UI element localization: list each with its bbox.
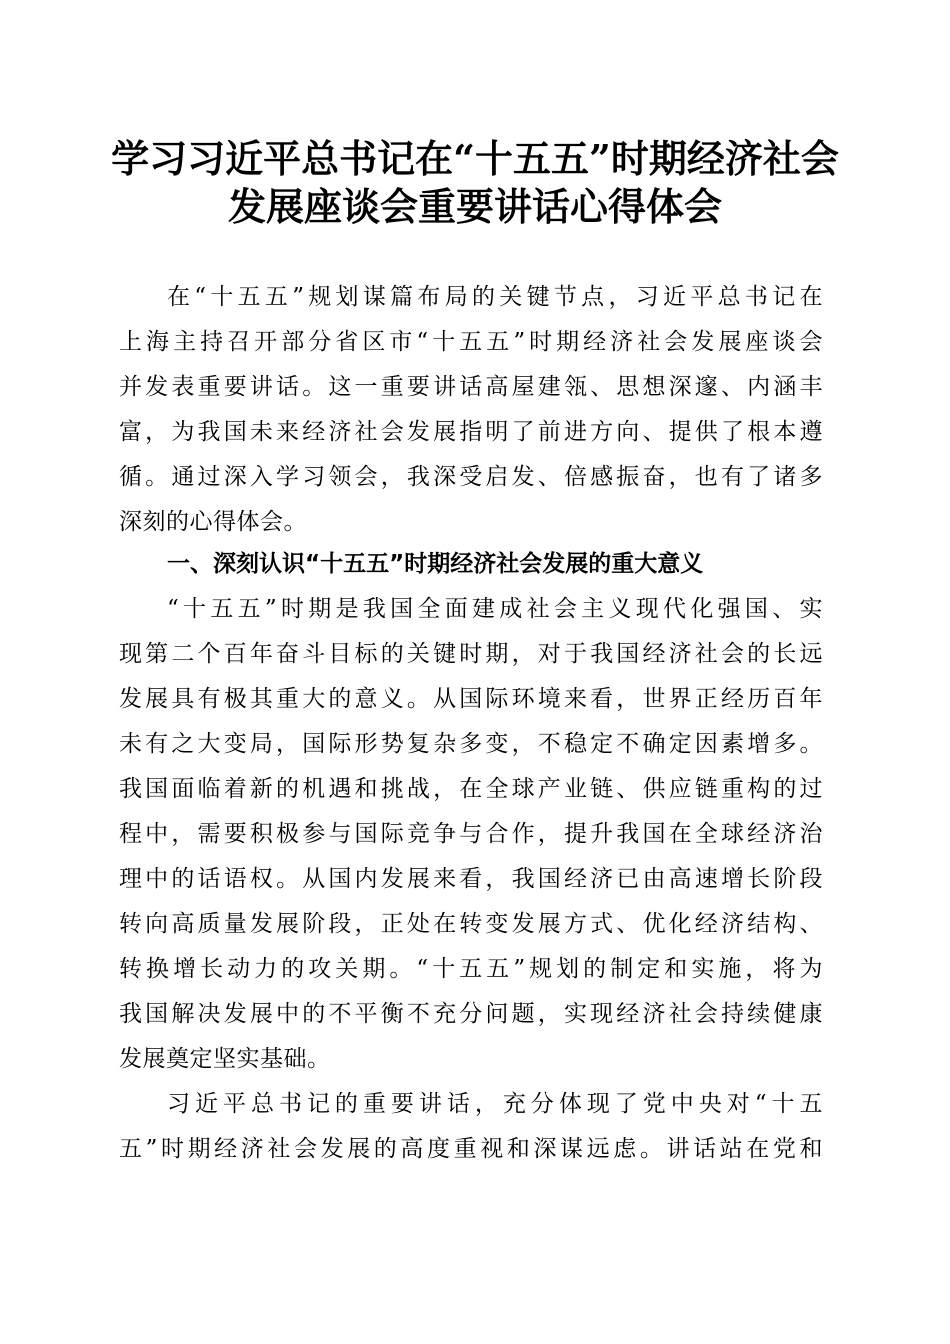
paragraph-2-line: 发展奠定坚实基础。 xyxy=(119,1046,331,1072)
paragraph-2-line: 发展具有极其重大的意义。从国际环境来看，世界正经历百年 xyxy=(119,686,823,712)
paragraph-1-line: 深刻的心得体会。 xyxy=(119,509,307,535)
paragraph-2-line: 转向高质量发展阶段，正处在转变发展方式、优化经济结构、 xyxy=(119,911,823,937)
paragraph-1-line: 富，为我国未来经济社会发展指明了前进方向、提供了根本遵 xyxy=(119,419,823,445)
paragraph-2-line: 现第二个百年奋斗目标的关键时期，对于我国经济社会的长远 xyxy=(119,641,823,667)
paragraph-1-line: 在“十五五”规划谋篇布局的关键节点，习近平总书记在 xyxy=(167,284,823,310)
paragraph-2-line: 转换增长动力的攻关期。“十五五”规划的制定和实施，将为 xyxy=(119,956,823,982)
paragraph-1-line: 上海主持召开部分省区市“十五五”时期经济社会发展座谈会 xyxy=(119,329,823,355)
paragraph-3-line: 习近平总书记的重要讲话，充分体现了党中央对“十五 xyxy=(167,1091,823,1117)
paragraph-2-line: “十五五”时期是我国全面建成社会主义现代化强国、实 xyxy=(167,596,823,622)
section-heading-1: 一、深刻认识“十五五”时期经济社会发展的重大意义 xyxy=(167,551,704,577)
paragraph-1-line: 循。通过深入学习领会，我深受启发、倍感振奋，也有了诸多 xyxy=(119,464,823,490)
paragraph-1-line: 并发表重要讲话。这一重要讲话高屋建瓴、思想深邃、内涵丰 xyxy=(119,374,823,400)
document-title-line-1: 学习习近平总书记在“十五五”时期经济社会 xyxy=(111,136,839,181)
paragraph-2-line: 我国面临着新的机遇和挑战，在全球产业链、供应链重构的过 xyxy=(119,776,823,802)
paragraph-2-line: 我国解决发展中的不平衡不充分问题，实现经济社会持续健康 xyxy=(119,1001,823,1027)
paragraph-2-line: 理中的话语权。从国内发展来看，我国经济已由高速增长阶段 xyxy=(119,866,823,892)
paragraph-2-line: 程中，需要积极参与国际竞争与合作，提升我国在全球经济治 xyxy=(119,821,823,847)
paragraph-3-line: 五”时期经济社会发展的高度重视和深谋远虑。讲话站在党和 xyxy=(119,1136,823,1162)
document-title-line-2: 发展座谈会重要讲话心得体会 xyxy=(227,184,722,229)
paragraph-2-line: 未有之大变局，国际形势复杂多变，不稳定不确定因素增多。 xyxy=(119,731,823,757)
